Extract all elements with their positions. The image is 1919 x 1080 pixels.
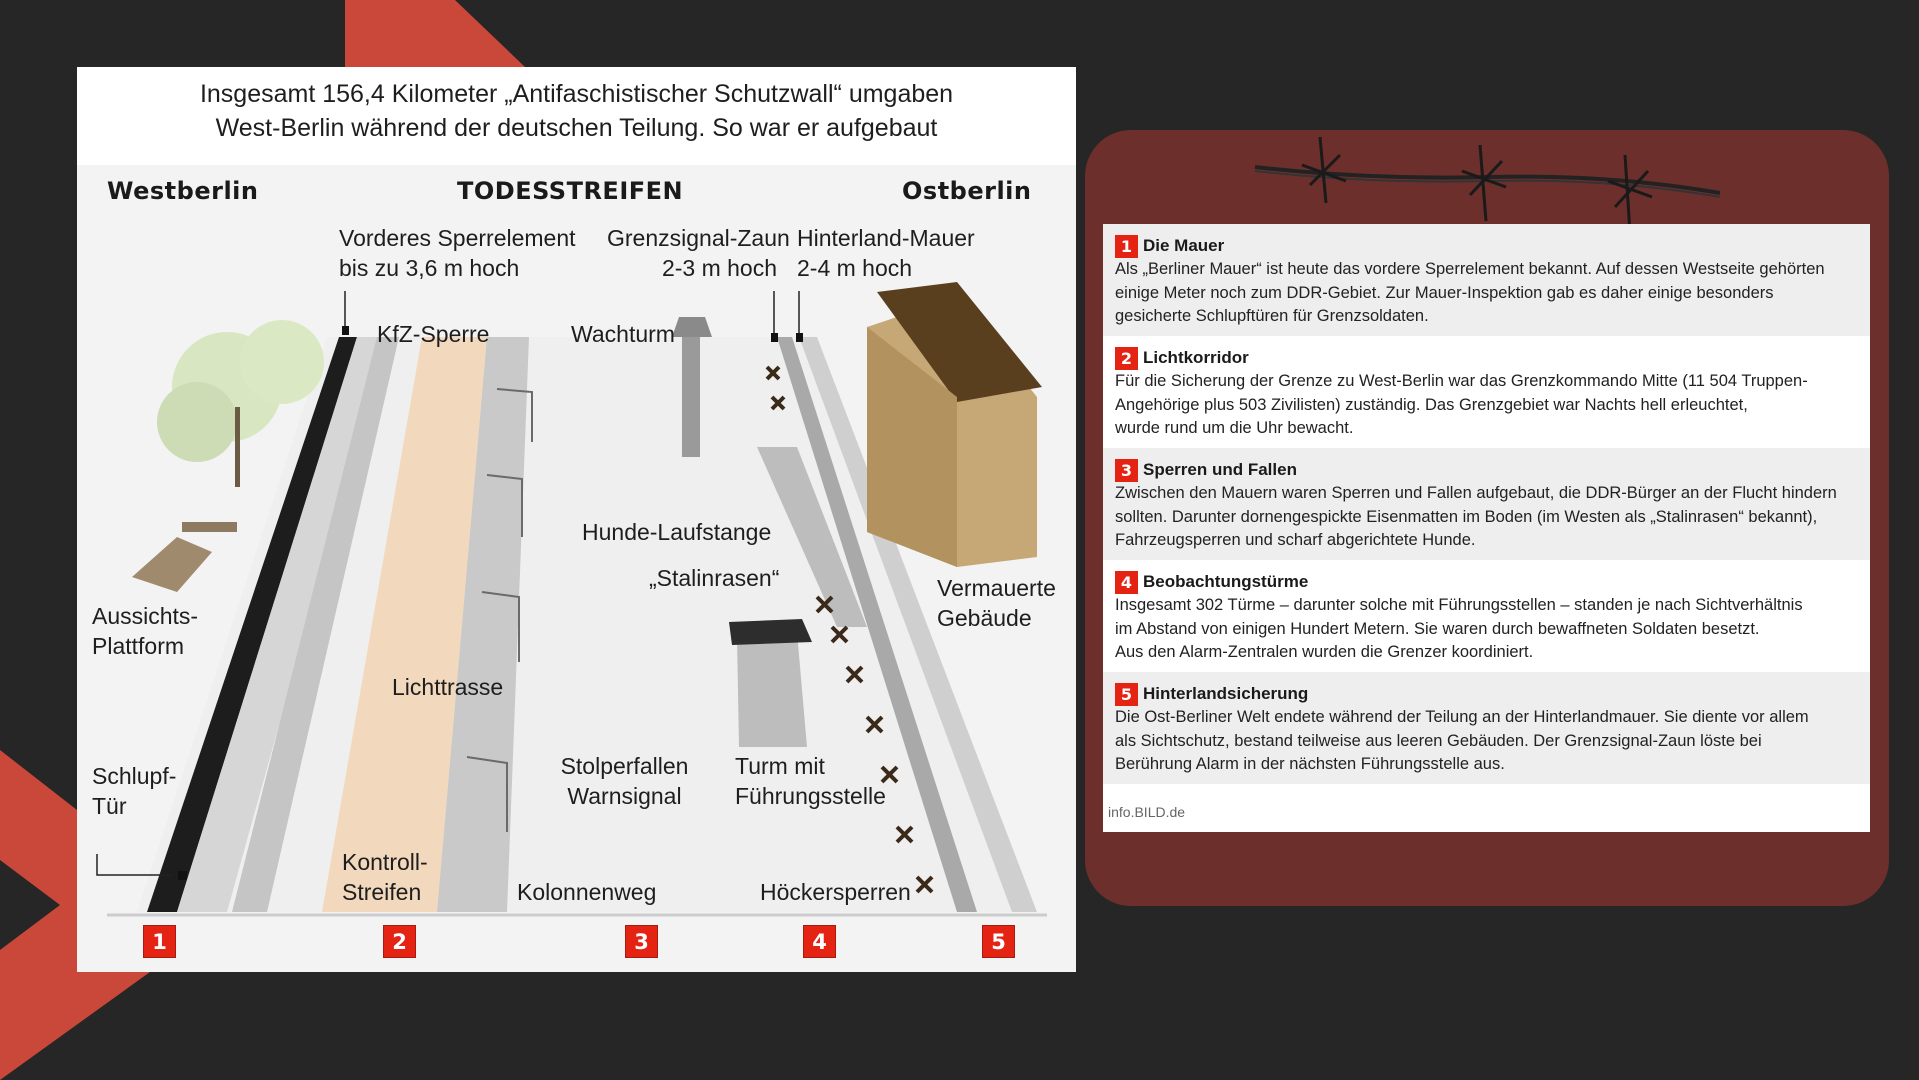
marker-1: 1 (143, 925, 176, 958)
diagram-title-line: West-Berlin während der deutschen Teilung. So war er aufgebaut (215, 114, 938, 142)
info-title-1: Die Mauer (1143, 236, 1225, 255)
info-panel (1103, 224, 1870, 832)
label-dog-run: Hunde-Laufstange (582, 519, 772, 545)
info-text-1: Als „Berliner Mauer“ ist heute das vordere Sperrelement bekannt. Auf dessen Westseite gehörten einige Meter noch zum DDR-Gebiet. Zur Mauer-Inspektion gab es daher einige besonders gesicherte Schlupftüren für Grenzsoldaten. (1115, 260, 1825, 325)
label-stalinrasen: „Stalinrasen“ (649, 565, 780, 591)
marker-3: 3 (625, 925, 658, 958)
label-signal-fence: Grenzsignal-Zaun 2-3 m hoch (607, 225, 790, 281)
info-number-1: 1 (1115, 235, 1138, 258)
marker-5: 5 (982, 925, 1015, 958)
label-light-route: Lichttrasse (392, 674, 504, 700)
info-item-5 (1103, 672, 1870, 784)
info-title-2: Lichtkorridor (1143, 348, 1249, 367)
label-control-strip: Kontroll- Streifen (342, 849, 428, 905)
info-item-3 (1103, 448, 1870, 560)
label-vehicle-barrier: KfZ-Sperre (377, 321, 490, 347)
marker-2: 2 (383, 925, 416, 958)
label-trip-wire: Stolperfallen Warnsignal (560, 753, 689, 809)
region-east: Ostberlin (902, 177, 1032, 205)
diagram-title-line: Insgesamt 156,4 Kilometer „Antifaschistischer Schutzwall“ umgaben (199, 80, 954, 108)
region-west: Westberlin (107, 177, 259, 205)
label-column-road: Kolonnenweg (517, 879, 657, 905)
diagram-title (77, 77, 1076, 145)
info-title-5: Hinterlandsicherung (1143, 684, 1309, 703)
label-viewing-platform: Aussichts- Plattform (92, 603, 199, 659)
label-command-tower: Turm mit Führungsstelle (735, 753, 886, 809)
info-text-2: Für die Sicherung der Grenze zu West-Berlin war das Grenzkommando Mitte (11 504 Truppen- Angehörige plus 503 Zivilisten) zuständig. Das Grenzgebiet war Nachts hell erleuchtet, wurde rund um die Uhr bewacht. (1115, 372, 1808, 437)
label-tank-traps: Höckersperren (760, 879, 911, 905)
barbed-wire-icon (1250, 125, 1730, 235)
info-item-1 (1103, 224, 1870, 336)
marker-4: 4 (803, 925, 836, 958)
diagram-panel (77, 67, 1076, 972)
info-item-4 (1103, 560, 1870, 672)
label-slip-door: Schlupf- Tür (92, 763, 177, 819)
info-number-4: 4 (1115, 571, 1138, 594)
info-title-4: Beobachtungstürme (1143, 572, 1309, 591)
info-number-3: 3 (1115, 459, 1138, 482)
top-red-arrow-shape (345, 0, 525, 67)
info-text-4: Insgesamt 302 Türme – darunter solche mit Führungsstellen – standen je nach Sichtverhältnis im Abstand von einigen Hundert Metern. Sie waren durch bewaffneten Soldaten besetzt. Aus den Alarm-Zentralen wurden die Grenzer koordiniert. (1115, 596, 1803, 661)
watchtower (682, 337, 700, 457)
label-hinterland-wall: Hinterland-Mauer 2-4 m hoch (797, 225, 975, 281)
source-credit: info.BILD.de (1108, 804, 1186, 820)
info-text-5: Die Ost-Berliner Welt endete während der Teilung an der Hinterlandmauer. Sie diente vor allem als Sichtschutz, bestand teilweise aus leeren Gebäuden. Der Grenzsignal-Zaun löste bei Berührung Alarm in der nächsten Führungsstelle aus. (1115, 708, 1809, 773)
info-text-3: Zwischen den Mauern waren Sperren und Fallen aufgebaut, die DDR-Bürger an der Flucht hindern sollten. Darunter dornengespickte Eisenmatten im Boden (im Westen als „Stalinrasen“ bekannt), Fahrzeugsperren und scharf abgerichtete Hunde. (1115, 484, 1837, 549)
info-item-2 (1103, 336, 1870, 448)
info-number-5: 5 (1115, 683, 1138, 706)
info-number-2: 2 (1115, 347, 1138, 370)
command-tower (737, 632, 807, 747)
region-death-strip: TODESSTREIFEN (457, 177, 684, 205)
label-front-barrier: Vorderes Sperrelement bis zu 3,6 m hoch (339, 225, 576, 281)
info-title-3: Sperren und Fallen (1143, 460, 1297, 479)
label-watchtower: Wachturm (571, 321, 675, 347)
label-walled-buildings: Vermauerte Gebäude (937, 575, 1056, 631)
